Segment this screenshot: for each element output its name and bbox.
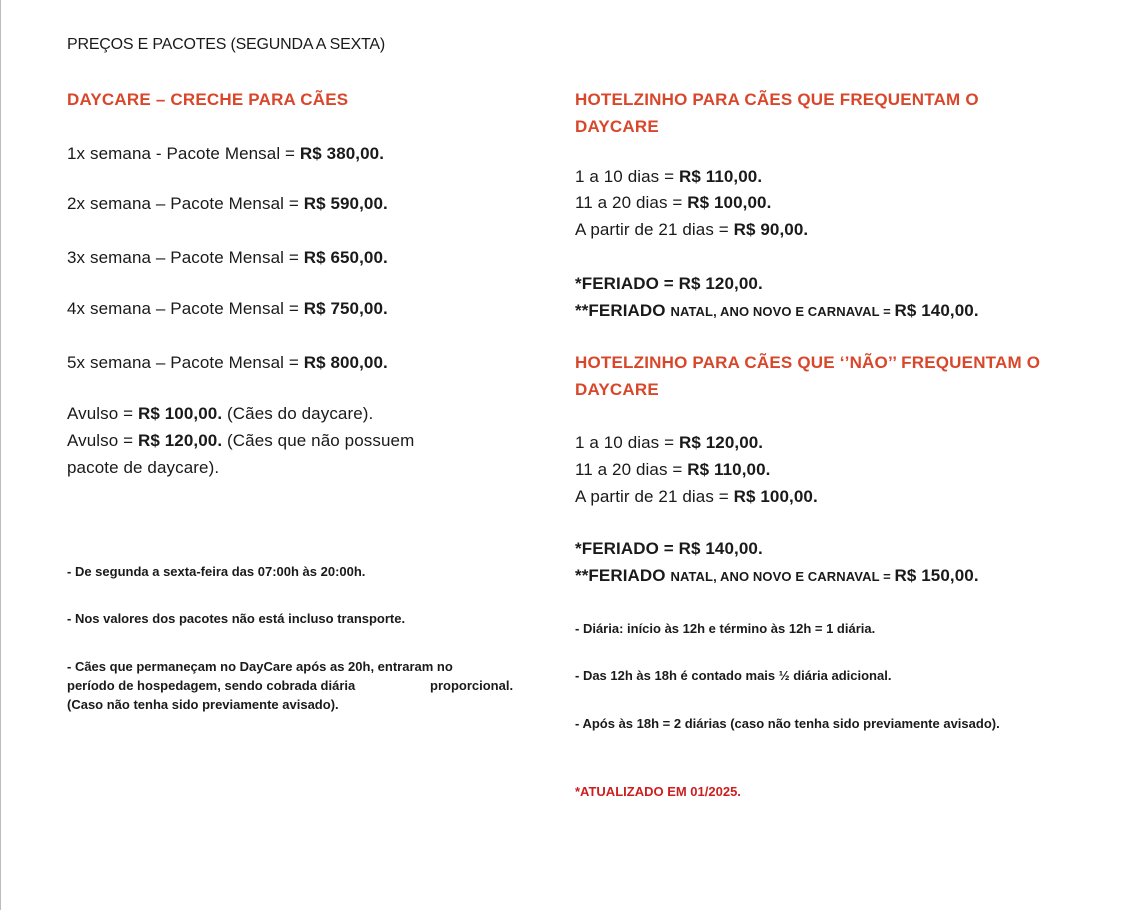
hotel-members-heading-2: DAYCARE [575, 117, 659, 136]
avulso-suffix: (Cães do daycare). [222, 404, 374, 423]
package-price: R$ 380,00. [299, 144, 385, 163]
daycare-note-overtime-2: período de hospedagem, sendo cobrada diária [67, 678, 356, 693]
hotel-members-rate-3 [575, 220, 808, 240]
daycare-package-2 [67, 194, 388, 214]
package-price: R$ 750,00. [303, 299, 388, 318]
rate-label: 11 a 20 dias = [575, 193, 688, 212]
avulso-price: R$ 100,00. [138, 404, 223, 423]
hotel-nonmembers-rate-3 [575, 487, 818, 507]
rate-label: A partir de 21 dias = [575, 220, 734, 239]
holiday-prefix: **FERIADO [575, 566, 671, 585]
right-note-daily: - Diária: início às 12h e término às 12h = 1 diária. [575, 621, 876, 636]
daycare-heading: DAYCARE – CRECHE PARA CÃES [67, 90, 349, 109]
holiday-price: R$ 140,00. [894, 301, 979, 320]
daycare-package-3 [67, 248, 388, 268]
avulso-price: R$ 120,00. [138, 431, 223, 450]
package-label: 4x semana – Pacote Mensal = [67, 299, 304, 318]
hotel-nonmembers-heading-2: DAYCARE [575, 380, 659, 399]
hotel-nonmembers-holiday-special [575, 566, 979, 586]
avulso-label: Avulso = [67, 404, 138, 423]
hotel-nonmembers-rate-2 [575, 460, 771, 480]
avulso-suffix: (Cães que não possuem [222, 431, 415, 450]
rate-price: R$ 120,00. [678, 433, 764, 452]
right-note-half-day: - Das 12h às 18h é contado mais ½ diária adicional. [575, 668, 892, 683]
rate-label: A partir de 21 dias = [575, 487, 734, 506]
rate-label: 1 a 10 dias = [575, 433, 679, 452]
daycare-note-overtime-1: - Cães que permaneçam no DayCare após as 20h, entraram no [67, 659, 453, 674]
package-price: R$ 800,00. [303, 353, 388, 372]
daycare-package-1 [67, 144, 384, 164]
daycare-package-5 [67, 353, 388, 373]
updated-note: *ATUALIZADO EM 01/2025. [575, 784, 741, 799]
avulso-line-1 [67, 404, 373, 424]
document-title: PREÇOS E PACOTES (SEGUNDA A SEXTA) [67, 36, 386, 53]
hotel-members-rate-2 [575, 193, 771, 213]
rate-price: R$ 90,00. [733, 220, 809, 239]
package-label: 3x semana – Pacote Mensal = [67, 248, 304, 267]
hotel-members-heading-1: HOTELZINHO PARA CÃES QUE FREQUENTAM O [575, 90, 979, 109]
rate-label: 1 a 10 dias = [575, 167, 679, 186]
rate-price: R$ 110,00. [678, 167, 763, 186]
holiday-names: NATAL, ANO NOVO E CARNAVAL = [670, 569, 895, 584]
hotel-members-holiday-special [575, 301, 979, 321]
holiday-price: R$ 150,00. [894, 566, 979, 585]
package-label: 1x semana - Pacote Mensal = [67, 144, 300, 163]
daycare-note-overtime-3: proporcional. [430, 678, 514, 693]
package-price: R$ 650,00. [303, 248, 388, 267]
daycare-note-overtime-4: (Caso não tenha sido previamente avisado). [67, 697, 339, 712]
package-price: R$ 590,00. [303, 194, 388, 213]
holiday-prefix: **FERIADO [575, 301, 671, 320]
daycare-note-transport: - Nos valores dos pacotes não está incluso transporte. [67, 611, 406, 626]
rate-label: 11 a 20 dias = [575, 460, 688, 479]
package-label: 5x semana – Pacote Mensal = [67, 353, 304, 372]
rate-price: R$ 100,00. [733, 487, 818, 506]
daycare-note-hours: - De segunda a sexta-feira das 07:00h às 20:00h. [67, 564, 366, 579]
avulso-line-3: pacote de daycare). [67, 458, 220, 477]
rate-price: R$ 100,00. [687, 193, 772, 212]
right-note-after-18h: - Após às 18h = 2 diárias (caso não tenha sido previamente avisado). [575, 716, 1000, 731]
avulso-label: Avulso = [67, 431, 138, 450]
avulso-line-2 [67, 431, 414, 451]
holiday-names: NATAL, ANO NOVO E CARNAVAL = [670, 304, 895, 319]
hotel-nonmembers-heading-1: HOTELZINHO PARA CÃES QUE ‘’NÃO’’ FREQUENTAM O [575, 353, 1041, 372]
package-label: 2x semana – Pacote Mensal = [67, 194, 304, 213]
hotel-members-rate-1 [575, 167, 762, 187]
hotel-nonmembers-rate-1 [575, 433, 763, 453]
rate-price: R$ 110,00. [687, 460, 771, 479]
page-border [0, 0, 1, 910]
daycare-package-4 [67, 299, 388, 319]
hotel-members-holiday: *FERIADO = R$ 120,00. [575, 274, 763, 293]
hotel-nonmembers-holiday: *FERIADO = R$ 140,00. [575, 539, 763, 558]
